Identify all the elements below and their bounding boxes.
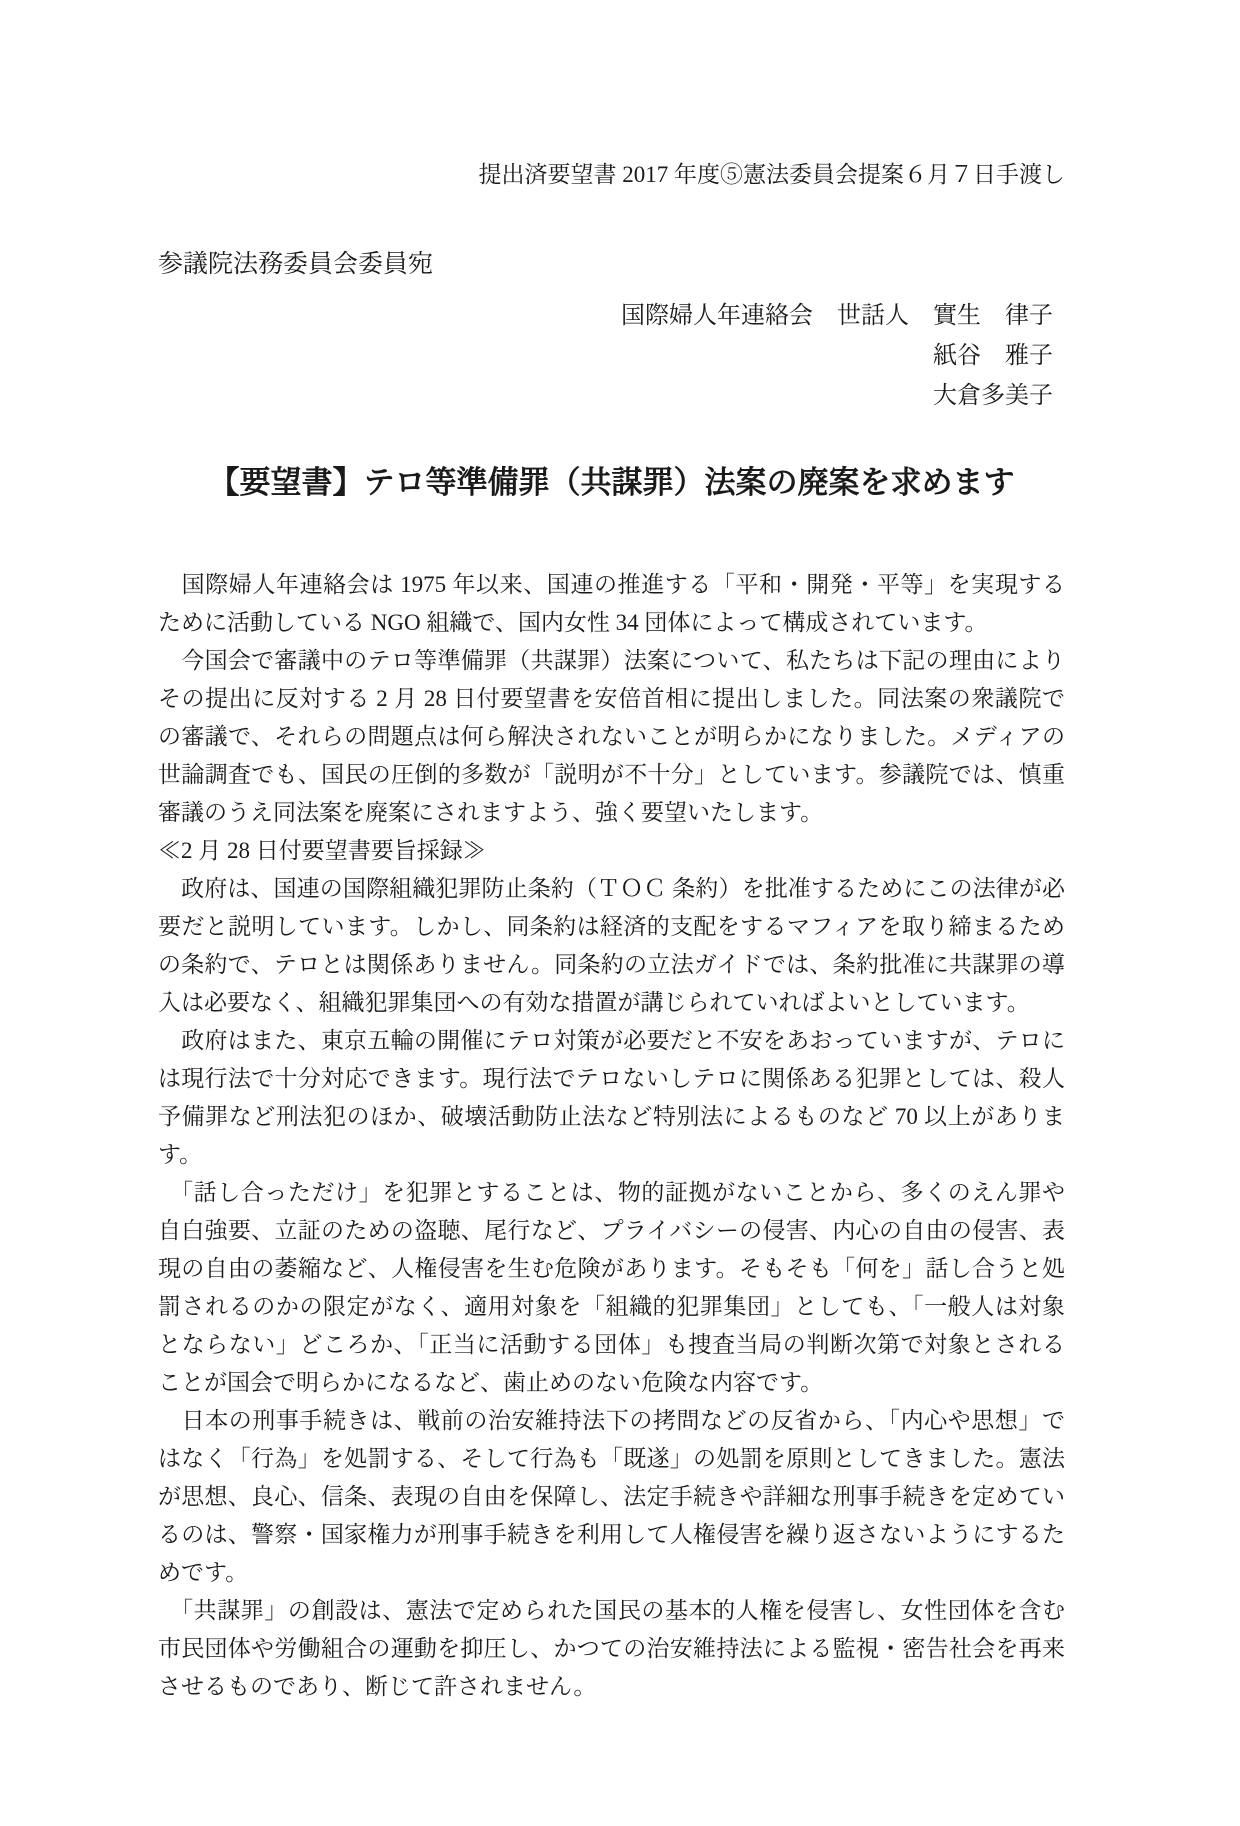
sender-line-organization: 国際婦人年連絡会 世話人 實生 律子 xyxy=(621,303,1053,329)
body-paragraph: ≪2 月 28 日付要望書要旨採録≫ xyxy=(158,838,486,863)
body-paragraph: 国際婦人年連絡会は 1975 年以来、国連の推進する「平和・開発・平等」を実現するために活動している NGO 組織で、国内女性 34 団体によって構成されています。 xyxy=(158,572,1065,635)
header-note: 提出済要望書 2017 年度⑤憲法委員会提案６月７日手渡し xyxy=(478,162,1065,187)
document-body xyxy=(158,566,1065,1706)
body-paragraph: 「話し合っただけ」を犯罪とすることは、物的証拠がないことから、多くのえん罪や自白強要、立証のための盗聴、尾行など、プライバシーの侵害、内心の自由の侵害、表現の自由の萎縮など、人権侵害を生む危険があります。そもそも「何を」話し合うと処罰されるのかの限定がなく、適用対象を「組織的犯罪集団」としても、「一般人は対象とならない」どころか、「正当に活動する団体」も捜査当局の判断次第で対象とされることが国会で明らかになるなど、歯止めのない危険な内容です。 xyxy=(158,1180,1066,1395)
body-paragraph: 今国会で審議中のテロ等準備罪（共謀罪）法案について、私たちは下記の理由によりその提出に反対する 2 月 28 日付要望書を安倍首相に提出しました。同法案の衆議院での審議で、それらの問題点は何ら解決されないことが明らかになりました。メディアの世論調査でも、国民の圧倒的多数が「説明が不十分」としています。参議院では、慎重審議のうえ同法案を廃案にされますよう、強く要望いたします。 xyxy=(158,648,1065,825)
sender-line-name-3: 大倉多美子 xyxy=(933,383,1053,409)
document-title: 【要望書】テロ等準備罪（共謀罪）法案の廃案を求めます xyxy=(208,465,1015,500)
sender-block xyxy=(158,296,1065,416)
addressee-line: 参議院法務委員会委員宛 xyxy=(158,251,434,278)
body-paragraph: 日本の刑事手続きは、戦前の治安維持法下の拷問などの反省から、「内心や思想」ではなく「行為」を処罰する、そして行為も「既遂」の処罰を原則としてきました。憲法が思想、良心、信条、表現の自由を保障し、法定手続きや詳細な刑事手続きを定めているのは、警察・国家権力が刑事手続きを利用して人権侵害を繰り返さないようにするためです。 xyxy=(158,1408,1066,1585)
body-paragraph: 「共謀罪」の創設は、憲法で定められた国民の基本的人権を侵害し、女性団体を含む市民団体や労働組合の運動を抑圧し、かつての治安維持法による監視・密告社会を再来させるものであり、断じて許されません。 xyxy=(158,1598,1066,1699)
sender-line-name-2: 紙谷 雅子 xyxy=(933,343,1053,369)
body-paragraph: 政府はまた、東京五輪の開催にテロ対策が必要だと不安をあおっていますが、テロには現行法で十分対応できます。現行法でテロないしテロに関係ある犯罪としては、殺人予備罪など刑法犯のほか、破壊活動防止法など特別法によるものなど 70 以上があります。 xyxy=(158,1028,1066,1167)
body-paragraph: 政府は、国連の国際組織犯罪防止条約（ＴＯＣ 条約）を批准するためにこの法律が必要だと説明しています。しかし、同条約は経済的支配をするマフィアを取り締まるための条約で、テロとは関係ありません。同条約の立法ガイドでは、条約批准に共謀罪の導入は必要なく、組織犯罪集団への有効な措置が講じられていればよいとしています。 xyxy=(158,876,1065,1015)
